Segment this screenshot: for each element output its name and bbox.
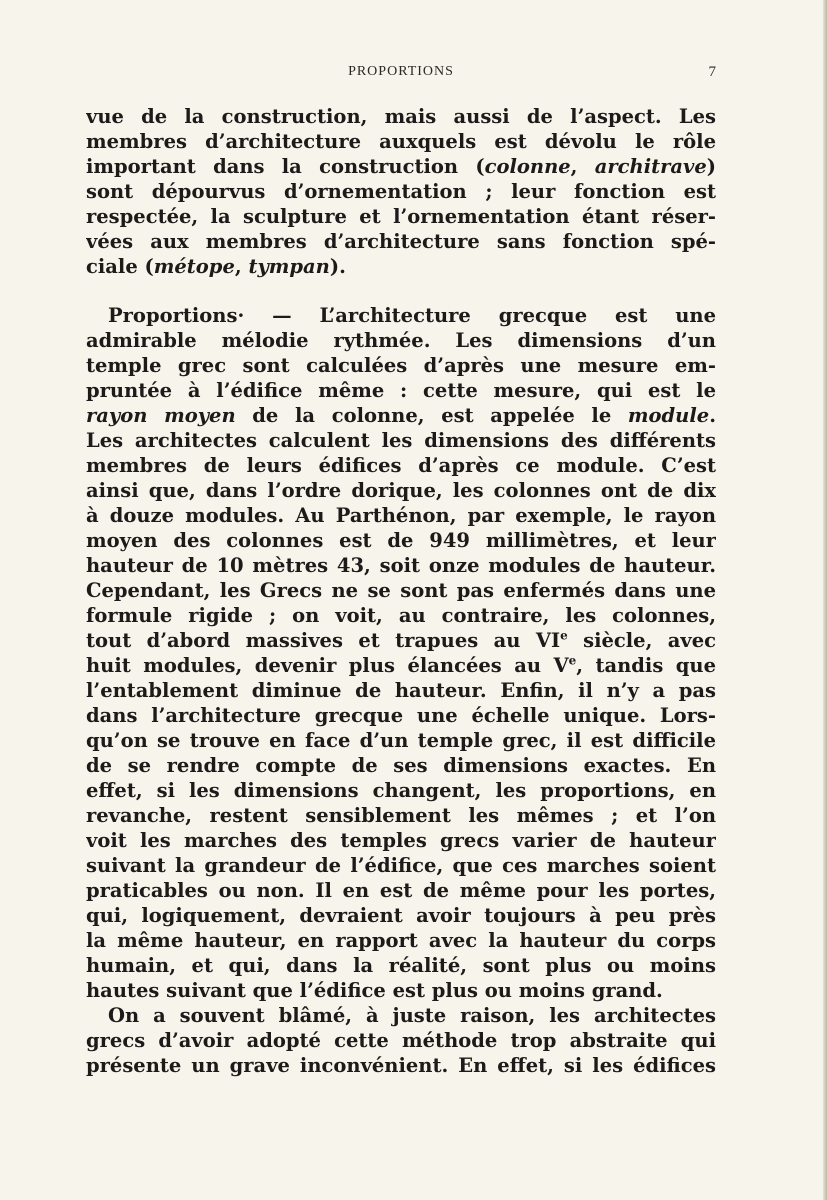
term-colonne: colonne [484, 155, 571, 178]
text-line: qu’on se trouve en face d’un temple grec, il est difficile [86, 729, 716, 752]
body-text [86, 104, 716, 1078]
text-line: vue de la construction, mais aussi de l’aspect. Les [86, 105, 716, 128]
text-run: de la colonne, est appelée le [235, 404, 628, 427]
text-line: humain, et qui, dans la réalité, sont plus ou moins [86, 954, 716, 977]
paragraph-spacer [86, 279, 716, 303]
page-number: 7 [708, 64, 716, 80]
text-run: ciale ( [86, 255, 154, 278]
text-line: de se rendre compte de ses dimensions exactes. En [86, 754, 716, 777]
text-run: tout d’abord massives et trapues au VI [86, 629, 561, 652]
text-line: On a souvent blâmé, à juste raison, les architectes [108, 1004, 716, 1027]
text-run: siècle, avec [567, 629, 716, 652]
text-run: , [234, 255, 249, 278]
term-tympan: tympan [248, 255, 330, 278]
text-line: praticables ou non. Il en est de même pour les portes, [86, 879, 716, 902]
text-line: admirable mélodie rythmée. Les dimensions d’un [86, 329, 716, 352]
text-line: la même hauteur, en rapport avec la hauteur du corps [86, 929, 716, 952]
text-line [86, 303, 716, 328]
term-rayon-moyen: rayon moyen [86, 404, 236, 427]
text-line: membres d’architecture auxquels est dévolu le rôle [86, 130, 716, 153]
text-line: à douze modules. Au Parthénon, par exemple, le rayon [86, 504, 716, 527]
text-run: huit modules, devenir plus élancées au V [86, 654, 569, 677]
running-header [86, 64, 716, 86]
text-line: hautes suivant que l’édifice est plus ou moins grand. [86, 979, 663, 1002]
paragraph-continuation [86, 104, 716, 279]
paragraph-proportions [86, 303, 716, 1003]
text-line: dans l’architecture grecque une échelle unique. Lors- [86, 704, 716, 727]
text-line: revanche, restent sensiblement les mêmes ; et l’on [86, 804, 716, 827]
text-line: ainsi que, dans l’ordre dorique, les colonnes ont de dix [86, 479, 716, 502]
text-line: formule rigide ; on voit, au contraire, les colonnes, [86, 604, 716, 627]
term-module: module [627, 404, 710, 427]
text-line: suivant la grandeur de l’édifice, que ces marches soient [86, 854, 716, 877]
text-line: temple grec sont calculées d’après une mesure em- [86, 354, 716, 377]
text-line [86, 653, 716, 678]
text-line: hauteur de 10 mètres 43, soit onze modules de hauteur. [86, 554, 716, 577]
text-line: Cependant, les Grecs ne se sont pas enfermés dans une [86, 579, 716, 602]
text-line [86, 154, 716, 179]
term-metope: métope [153, 255, 235, 278]
text-run: . [709, 404, 716, 427]
text-run: , tandis que [576, 654, 716, 677]
text-line: qui, logiquement, devraient avoir toujours à peu près [86, 904, 716, 927]
text-line: grecs d’avoir adopté cette méthode trop abstraite qui [86, 1029, 716, 1052]
term-architrave: architrave [594, 155, 707, 178]
paragraph-method [86, 1003, 716, 1078]
text-line: présente un grave inconvénient. En effet, si les édifices [86, 1054, 716, 1077]
text-run: ) [706, 155, 716, 178]
text-run: · — L’architecture grecque est une [237, 304, 716, 327]
text-line: pruntée à l’édifice même : cette mesure, qui est le [86, 379, 716, 402]
text-line: l’entablement diminue de hauteur. Enfin, il n’y a pas [86, 679, 716, 702]
text-run: ). [329, 255, 346, 278]
text-line: moyen des colonnes est de 949 millimètres, et leur [86, 529, 716, 552]
text-run: , [570, 155, 595, 178]
superscript: e [568, 653, 577, 668]
superscript: e [560, 628, 568, 643]
text-line: Les architectes calculent les dimensions des différents [86, 429, 716, 452]
text-line [86, 628, 716, 653]
text-line: respectée, la sculpture et l’ornementation étant réser- [86, 205, 716, 228]
running-title: PROPORTIONS [348, 64, 454, 79]
text-line: membres de leurs édifices d’après ce module. C’est [86, 454, 716, 477]
section-heading: Proportions [108, 304, 238, 327]
text-line [86, 254, 716, 279]
text-line: sont dépourvus d’ornementation ; leur fonction est [86, 180, 716, 203]
text-line: effet, si les dimensions changent, les proportions, en [86, 779, 716, 802]
page-edge [823, 0, 827, 1200]
text-line: voit les marches des temples grecs varier de hauteur [86, 829, 716, 852]
text-run: important dans la construction ( [86, 155, 485, 178]
text-line [86, 403, 716, 428]
text-line: vées aux membres d’architecture sans fonction spé- [86, 230, 716, 253]
